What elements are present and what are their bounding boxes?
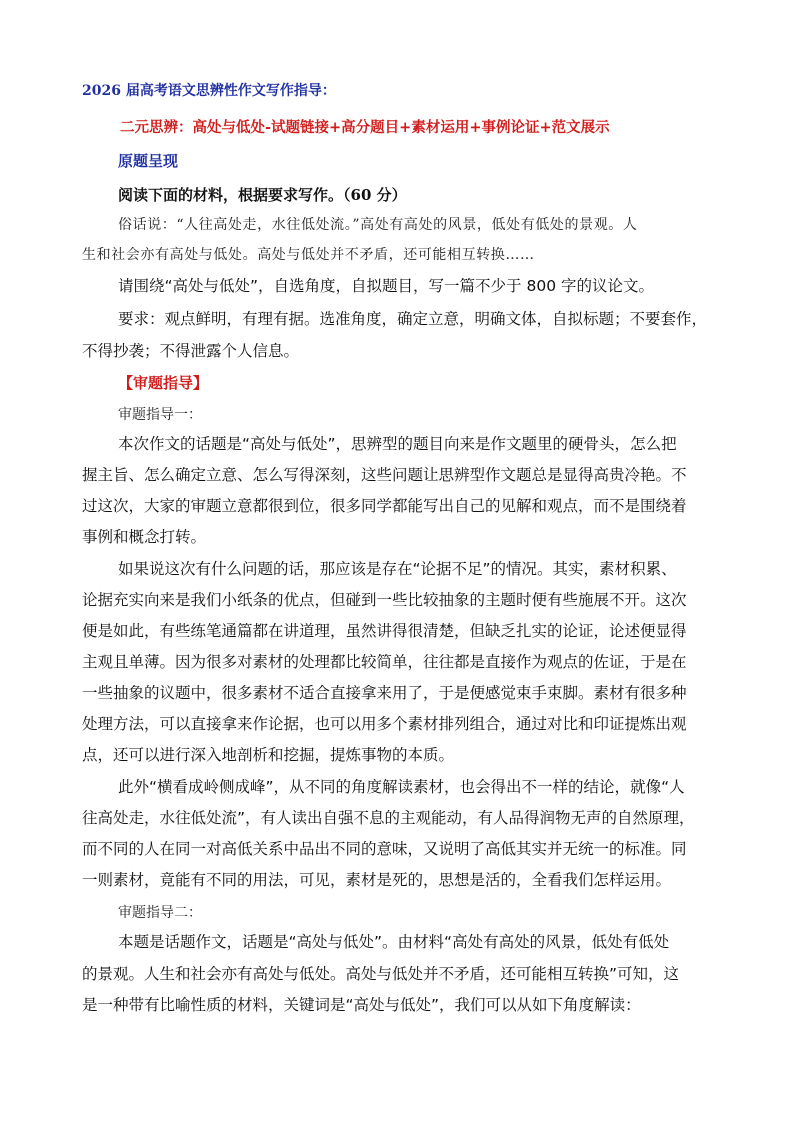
paragraph-4-line-2: 的景观。人生和社会亦有高处与低处。高处与低处并不矛盾，还可能相互转换”可知，这 — [82, 965, 680, 983]
prompt-line: 请围绕“高处与低处”，自选角度，自拟题目，写一篇不少于 800 字的议论文。 — [118, 277, 655, 295]
section-heading-guide: 【审题指导】 — [118, 374, 209, 392]
paragraph-1-line-3: 过这次，大家的审题立意都很到位，很多同学都能写出自己的见解和观点，而不是围绕着 — [82, 497, 687, 515]
paragraph-1-line-4: 事例和概念打转。 — [82, 528, 207, 546]
section-heading-original: 原题呈现 — [118, 152, 179, 170]
paragraph-2-line-5: 一些抽象的议题中，很多素材不适合直接拿来用了，于是便感觉束手束脚。素材有很多种 — [82, 684, 687, 702]
paragraph-2-line-7: 点，还可以进行深入地剖析和挖掘，提炼事物的本质。 — [82, 746, 455, 764]
paragraph-3-line-3: 而不同的人在同一对高低关系中品出不同的意味，又说明了高低其实并无统一的标准。同 — [82, 840, 687, 858]
document-subtitle: 二元思辨：高处与低处-试题链接+高分题目+素材运用+事例论证+范文展示 — [120, 119, 610, 136]
requirement-line-2: 不得抄袭；不得泄露个人信息。 — [82, 342, 300, 360]
paragraph-3-line-2: 往高处走，水往低处流”，有人读出自强不息的主观能动，有人品得润物无声的自然原理， — [82, 809, 695, 827]
paragraph-2-line-2: 论据充实向来是我们小纸条的优点，但碰到一些比较抽象的主题时便有些施展不开。这次 — [82, 591, 687, 609]
material-line-1: 俗话说：“人往高处走，水往低处流。”高处有高处的风景，低处有低处的景观。人 — [118, 217, 638, 233]
paragraph-3-line-1: 此外“横看成岭侧成峰”，从不同的角度解读素材，也会得出不一样的结论，就像“人 — [118, 778, 685, 796]
paragraph-2-line-6: 处理方法，可以直接拿来作论据，也可以用多个素材排列组合，通过对比和印证提炼出观 — [82, 715, 687, 733]
material-line-2: 生和社会亦有高处与低处。高处与低处并不矛盾，还可能相互转换…… — [82, 247, 535, 263]
paragraph-3-line-4: 一则素材，竟能有不同的用法，可见，素材是死的，思想是活的，全看我们怎样运用。 — [82, 871, 672, 889]
paragraph-1-line-2: 握主旨、怎么确定立意、怎么写得深刻，这些问题让思辨型作文题总是显得高贵冷艳。不 — [82, 466, 687, 484]
instruction-line: 阅读下面的材料，根据要求写作。（60 分） — [118, 186, 407, 204]
paragraph-1-line-1: 本次作文的话题是“高处与低处”，思辨型的题目向来是作文题里的硬骨头，怎么把 — [118, 435, 677, 453]
paragraph-4-line-3: 是一种带有比喻性质的材料，关键词是“高处与低处”，我们可以从如下角度解读： — [82, 996, 641, 1014]
paragraph-2-line-4: 主观且单薄。因为很多对素材的处理都比较简单，往往都是直接作为观点的佐证，于是在 — [82, 653, 687, 671]
paragraph-2-line-1: 如果说这次有什么问题的话，那应该是存在“论据不足”的情况。其实，素材积累、 — [118, 560, 677, 578]
guide-2-label: 审题指导二： — [118, 905, 202, 921]
paragraph-2-line-3: 便是如此，有些练笔通篇都在讲道理，虽然讲得很清楚，但缺乏扎实的论证，论述便显得 — [82, 622, 687, 640]
requirement-line-1: 要求：观点鲜明，有理有据。选准角度，确定立意，明确文体，自拟标题；不要套作， — [118, 310, 708, 328]
guide-1-label: 审题指导一： — [118, 407, 202, 423]
document-title: 2026 届高考语文思辨性作文写作指导： — [82, 83, 336, 99]
paragraph-4-line-1: 本题是话题作文，话题是“高处与低处”。由材料“高处有高处的风景，低处有低处 — [118, 933, 670, 951]
